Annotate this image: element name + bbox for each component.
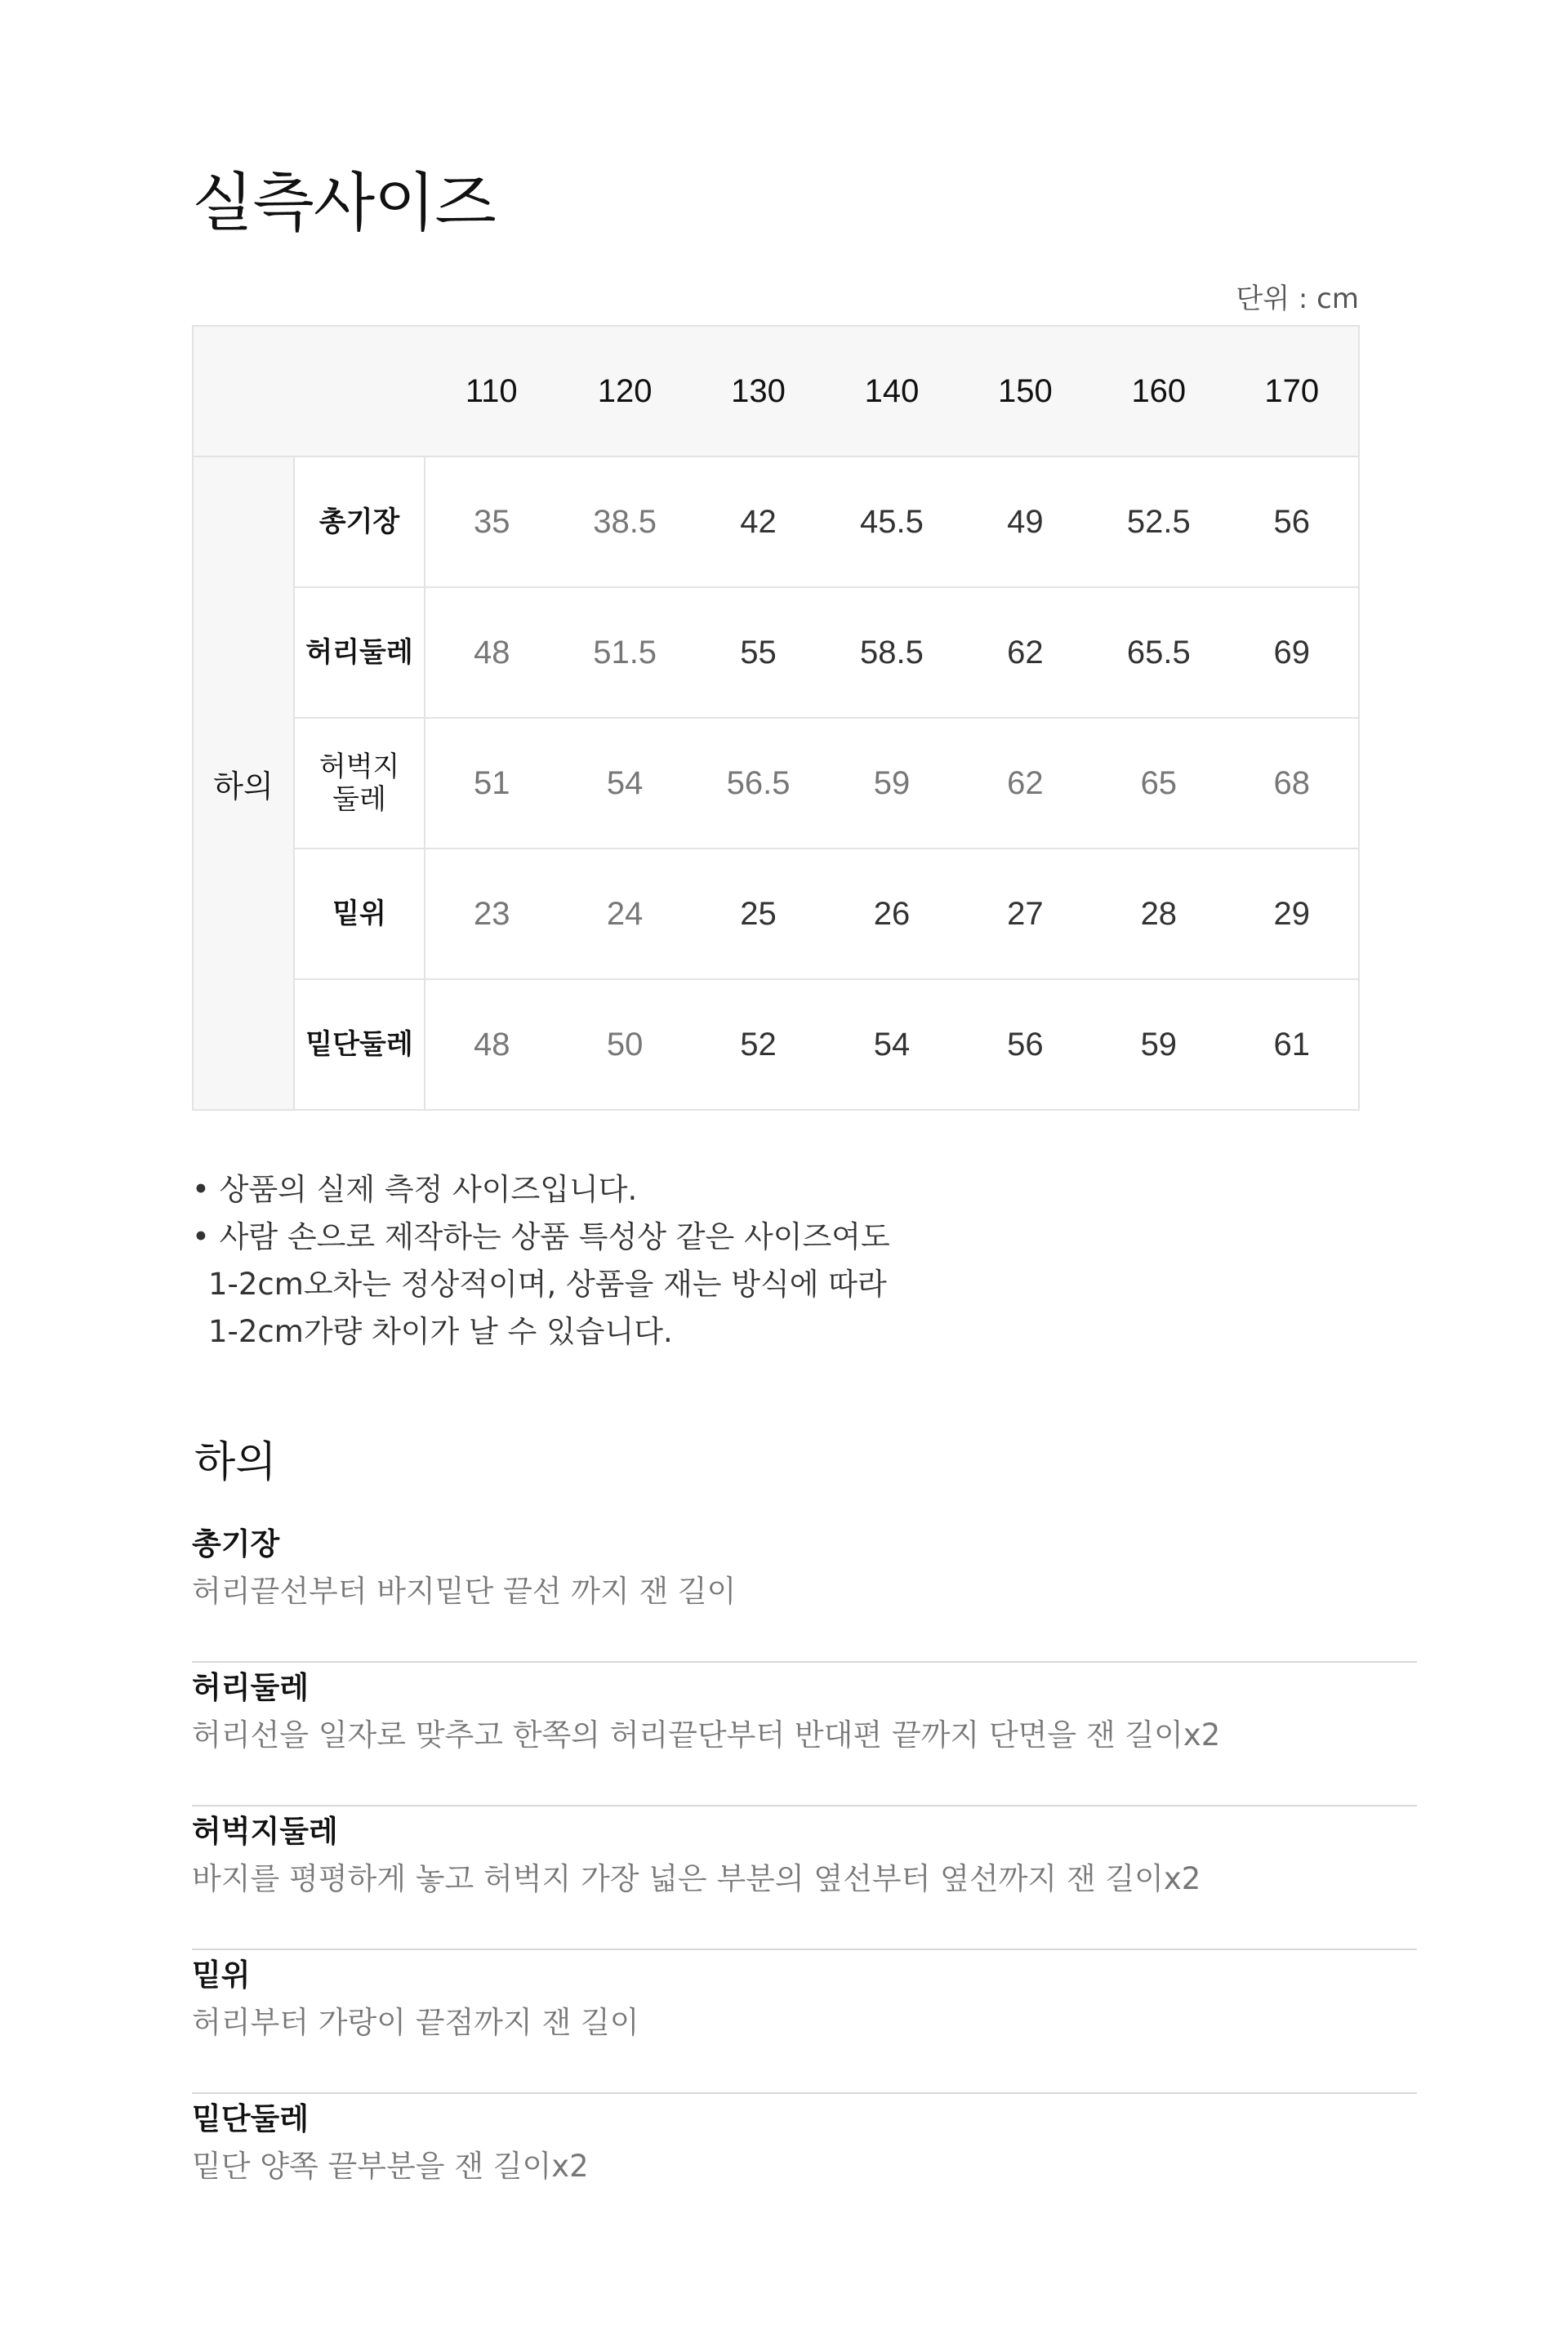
definition-desc: 바지를 평평하게 놓고 허벅지 가장 넓은 부분의 옆선부터 옆선까지 잰 길이x2 (192, 1861, 1201, 1896)
definition-desc: 밑단 양쪽 끝부분을 잰 길이x2 (192, 2149, 589, 2184)
table-cell: 38.5 (558, 457, 691, 587)
table-cell: 55 (692, 587, 825, 718)
definition-term: 밑단둘레 (192, 2101, 309, 2136)
table-cell: 52.5 (1092, 457, 1225, 587)
table-cell: 48 (425, 979, 558, 1110)
row-label-text: 허벅지 둘레 (318, 751, 400, 816)
unit-label: 단위 : cm (1236, 283, 1359, 315)
notes-list (192, 1166, 890, 1356)
table-cell: 42 (692, 457, 825, 587)
table-cell: 59 (825, 718, 958, 849)
table-cell: 45.5 (825, 457, 958, 587)
definition-item (192, 2094, 1417, 2236)
definition-item (192, 1663, 1417, 1806)
table-cell: 65.5 (1092, 587, 1225, 718)
note-line: • 사람 손으로 제작하는 상품 특성상 같은 사이즈여도 (192, 1219, 890, 1254)
table-cell: 48 (425, 587, 558, 718)
table-row (193, 587, 1359, 718)
table-cell: 59 (1092, 979, 1225, 1110)
table-cell: 56 (1226, 457, 1359, 587)
size-header: 150 (959, 326, 1092, 457)
definition-item (192, 1950, 1417, 2094)
table-row (193, 457, 1359, 587)
table-cell: 29 (1226, 849, 1359, 979)
table-cell: 58.5 (825, 587, 958, 718)
size-header: 140 (825, 326, 958, 457)
header-empty-group (193, 326, 294, 457)
definition-item (192, 1519, 1417, 1663)
table-cell: 49 (959, 457, 1092, 587)
definition-list (192, 1519, 1417, 2236)
definition-term: 총기장 (192, 1526, 280, 1561)
table-cell: 56.5 (692, 718, 825, 849)
table-cell: 25 (692, 849, 825, 979)
table-cell: 54 (558, 718, 691, 849)
table-cell: 61 (1226, 979, 1359, 1110)
size-header: 170 (1226, 326, 1359, 457)
table-cell: 28 (1092, 849, 1225, 979)
note-line: 1-2cm가량 차이가 날 수 있습니다. (208, 1314, 673, 1349)
size-header: 160 (1092, 326, 1225, 457)
table-cell: 51 (425, 718, 558, 849)
row-label: 밑단둘레 (294, 979, 425, 1110)
table-cell: 35 (425, 457, 558, 587)
table-cell: 24 (558, 849, 691, 979)
size-header: 120 (558, 326, 691, 457)
table-cell: 26 (825, 849, 958, 979)
definition-desc: 허리끝선부터 바지밑단 끝선 까지 잰 길이 (192, 1574, 737, 1609)
table-cell: 62 (959, 587, 1092, 718)
table-cell: 52 (692, 979, 825, 1110)
table-cell: 62 (959, 718, 1092, 849)
table-row (193, 718, 1359, 849)
definition-desc: 허리부터 가랑이 끝점까지 잰 길이 (192, 2005, 639, 2040)
table-cell: 27 (959, 849, 1092, 979)
row-label: 밑위 (294, 849, 425, 979)
size-table (192, 325, 1360, 1111)
table-cell: 23 (425, 849, 558, 979)
size-header: 130 (692, 326, 825, 457)
group-label: 하의 (193, 457, 294, 1110)
table-cell: 69 (1226, 587, 1359, 718)
table-cell: 50 (558, 979, 691, 1110)
table-cell: 56 (959, 979, 1092, 1110)
table-cell: 51.5 (558, 587, 691, 718)
row-label (294, 718, 425, 849)
definition-term: 허리둘레 (192, 1670, 309, 1705)
header-empty-label (294, 326, 425, 457)
note-line: 1-2cm오차는 정상적이며, 상품을 재는 방식에 따라 (208, 1267, 887, 1302)
note-line: • 상품의 실제 측정 사이즈입니다. (192, 1172, 638, 1207)
row-label: 총기장 (294, 457, 425, 587)
table-cell: 68 (1226, 718, 1359, 849)
size-header: 110 (425, 326, 558, 457)
size-header-row (193, 326, 1359, 457)
table-row (193, 979, 1359, 1110)
table-cell: 65 (1092, 718, 1225, 849)
page-title: 실측사이즈 (192, 167, 496, 240)
table-row (193, 849, 1359, 979)
definition-item (192, 1806, 1417, 1950)
section-title: 하의 (194, 1438, 277, 1487)
definition-term: 밑위 (192, 1958, 251, 1993)
definition-term: 허벅지둘레 (192, 1814, 338, 1849)
definition-desc: 허리선을 일자로 맞추고 한쪽의 허리끝단부터 반대편 끝까지 단면을 잰 길이x2 (192, 1717, 1221, 1753)
table-cell: 54 (825, 979, 958, 1110)
row-label: 허리둘레 (294, 587, 425, 718)
